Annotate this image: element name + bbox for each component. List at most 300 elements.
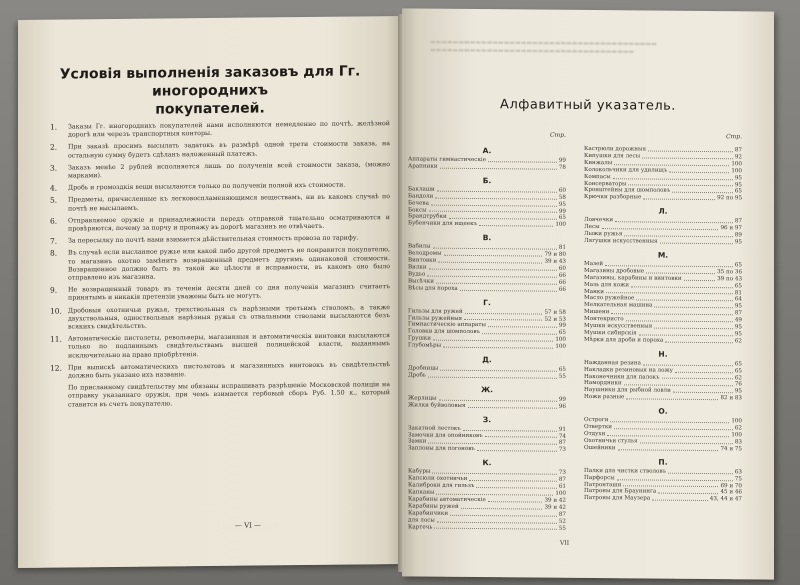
index-entry-pages: 65 (734, 262, 742, 269)
condition-item (50, 234, 390, 246)
conditions-title (18, 62, 402, 120)
index-entry-pages: 100 (731, 161, 742, 168)
index-entry-name: Капсюли охотничьи (408, 475, 468, 483)
index-entry-pages: 65 (734, 188, 742, 195)
index-entry-name: Мишени (584, 309, 610, 316)
dot-leader (614, 160, 729, 166)
index-entry-name: Карабины ружей (408, 503, 459, 510)
index-entry-name: Винтовки (408, 257, 437, 264)
index-entry-name: Вудьо (408, 271, 426, 278)
index-entry (408, 446, 566, 454)
index-column-right (584, 132, 742, 504)
dot-leader (436, 490, 553, 496)
index-entry (584, 238, 742, 246)
index-entry-pages: 45 и 46 (720, 489, 742, 496)
dot-leader (433, 336, 553, 342)
conditions-title-line1: Условія выполненія заказовъ для Гг. иногороднихъ (59, 63, 361, 100)
dot-leader (440, 366, 557, 372)
index-entry (408, 343, 566, 351)
left-page (18, 16, 402, 568)
dot-leader (450, 511, 557, 517)
dot-leader (444, 251, 543, 257)
index-entry-name: Патроны для Маузера (584, 495, 651, 502)
column-header: Стр. (725, 133, 742, 141)
index-entry-pages: 60 (558, 187, 566, 194)
dot-leader (675, 367, 733, 372)
index-entry-pages: 52 (558, 518, 566, 525)
condition-text: Автоматическіе пистолеты, револьверы, магазинныя и автоматическія винтовки высылаются только по подлиннымъ свидѣтельствамъ высшей полицейской власти, выданнымъ исключительно на право пріобрѣтенія. (68, 332, 390, 360)
index-entry-pages: 100 (555, 336, 566, 344)
index-entry-name: Масло ружейное (584, 295, 635, 302)
index-entry-name: Высѣчки (408, 278, 434, 285)
index-entry-name: Наконечники для палокъ (584, 373, 660, 381)
index-entry-name: Аппараты гимнастическіе (408, 156, 487, 164)
index-entry-name: Кипушки для лесы (584, 152, 641, 160)
condition-number: 1. (50, 122, 58, 132)
index-entry-name: Лыжи ружья (584, 231, 623, 238)
index-entry-pages: 39 по 43 (717, 275, 742, 283)
dot-leader (654, 303, 732, 309)
index-entry (584, 194, 742, 202)
dot-leader (488, 497, 543, 502)
conditions-note: По присланному свидѣтельству мы обязаны испрашивать разрѣшеніе Московской полиціи на отправку указаннаго оружія, при чемъ взимается гербовый сборъ Руб. 1.50 к., который ставится въ счетъ покупателю. (68, 381, 390, 409)
dot-leader (429, 207, 557, 213)
index-entry-name: Отвертки (584, 424, 613, 431)
index-entry-pages: 95 (734, 174, 742, 181)
index-entry-pages: 95 (734, 331, 742, 338)
index-entry (584, 445, 742, 453)
index-entry-name: Манки (584, 288, 605, 295)
dot-leader (669, 167, 729, 172)
dot-leader (443, 343, 553, 349)
index-entry-pages: 87 (734, 310, 742, 317)
index-entry-pages: 49 (734, 317, 742, 324)
condition-item (50, 141, 390, 161)
dot-leader (618, 445, 719, 451)
dot-leader (624, 381, 733, 387)
index-entry-pages: 74 и 75 (720, 445, 742, 453)
index-entry-name: Замочки для опойниковъ (408, 431, 483, 439)
index-entry-pages: 62 (734, 338, 742, 345)
index-entry-name: Компасы (584, 173, 611, 180)
index-entry-pages: 62 (734, 374, 742, 381)
index-letter: В. (482, 233, 492, 243)
index-entry-name: Дробь (408, 372, 426, 379)
index-entry-pages: 99 (558, 396, 566, 403)
index-section (584, 249, 742, 345)
index-entry-pages: 74 (558, 433, 566, 440)
index-entry-pages: 63 (734, 469, 742, 476)
index-entry-name: Жилки буйволовыя (408, 402, 466, 409)
dot-leader (485, 433, 557, 439)
index-letter: Н. (658, 349, 668, 359)
index-section (408, 232, 566, 294)
index-entry-pages: 99 (558, 208, 566, 215)
index-entry-name: Вилки (408, 264, 427, 271)
index-entry-pages: 52 и 53 (544, 316, 566, 323)
index-entry-pages: 83 (734, 439, 742, 446)
index-entry (408, 285, 566, 293)
index-entry-pages: 39 и 42 (544, 497, 566, 504)
index-entry-name: Мелкательная машина (584, 302, 653, 309)
dot-leader (643, 195, 715, 201)
index-entry-pages: 65 (734, 361, 742, 368)
dot-leader (482, 329, 557, 335)
index-entry-name: Мушки сибирскія (584, 329, 637, 337)
index-entry-name: Кабуры (408, 468, 431, 475)
dot-leader (440, 164, 557, 170)
index-entry-name: Боксы (408, 206, 427, 214)
dot-leader (431, 200, 557, 206)
dot-leader (437, 517, 557, 523)
dot-leader (639, 330, 733, 336)
dot-leader (433, 244, 557, 250)
dot-leader (646, 268, 715, 274)
index-entry-name: Мазь для кожи (584, 281, 629, 288)
dot-leader (672, 188, 733, 193)
index-letter: З. (482, 414, 492, 424)
index-entry-name: Консерваторы (584, 180, 627, 187)
index-entry-name: Арапники (408, 163, 438, 170)
index-entry-pages: 65 (734, 367, 742, 375)
right-page-number: VII (560, 539, 570, 547)
index-entry-name: Картечь (408, 523, 433, 531)
index-title: Алфавитный указатель. (500, 97, 676, 114)
index-entry-pages: 73 (558, 470, 566, 477)
dot-leader (613, 174, 733, 180)
index-section (584, 405, 742, 453)
dot-leader (610, 417, 729, 423)
index-entry-name: Гильзы для ружей (408, 308, 463, 315)
index-entry-name: Магазины дробовые (584, 267, 645, 275)
index-entry-pages: 65 (558, 215, 566, 222)
condition-text: Дробь и громоздкія вещи высылаются только по полученіи полной ихъ стоимости. (68, 181, 346, 192)
dot-leader (476, 483, 556, 489)
index-entry-pages: 100 (555, 343, 566, 350)
index-column-left (408, 130, 566, 532)
condition-text: Не возвращенный товаръ въ теченіи десяти дней со дня полученія магазинъ считаетъ принятымъ и никакія претензіи уважены быть не могутъ. (68, 283, 390, 302)
condition-item (50, 304, 390, 332)
dot-leader (460, 286, 557, 292)
dot-leader (673, 388, 733, 393)
index-letter: А. (482, 146, 492, 156)
index-entry-pages: 55 (558, 373, 566, 380)
condition-number: 2. (50, 143, 58, 153)
index-letter: Б. (482, 175, 492, 185)
index-entry-name: Бечева (408, 200, 429, 207)
condition-item (50, 283, 390, 303)
index-entry-pages: 79 и 80 (544, 251, 566, 258)
condition-number: 5. (50, 196, 58, 206)
index-section (408, 296, 566, 351)
index-entry-pages: 64 (734, 296, 742, 303)
dot-leader (648, 147, 733, 153)
index-entry-name: Жерлицы (408, 395, 437, 402)
index-entry-pages: 99 (558, 323, 566, 330)
dot-leader (428, 439, 556, 445)
index-entry (584, 495, 742, 503)
dot-leader (684, 276, 716, 281)
index-entry-pages: 65 (734, 282, 742, 289)
index-entry-name: Карабинчики (408, 510, 449, 517)
dot-leader (626, 316, 733, 322)
index-section (584, 456, 742, 504)
index-entry-pages: 66 (558, 272, 566, 279)
index-letter: Л. (658, 206, 668, 216)
conditions-title-line2: покупателей. (155, 100, 265, 118)
index-entry-pages: 91 (558, 426, 566, 433)
index-section (408, 413, 566, 454)
index-entry-name: Колокольчики для удилищъ (584, 166, 668, 174)
index-entry-name: Крючки разборные (584, 194, 642, 201)
condition-number: 10. (50, 306, 62, 316)
index-entry-name: Кастрюли дорожныя (584, 145, 647, 153)
dot-leader (488, 323, 557, 329)
condition-number: 8. (50, 249, 58, 259)
index-entry-pages: 75 (734, 475, 742, 482)
index-entry-pages: 92 по 95 (717, 195, 742, 202)
index-entry-pages: 61 (558, 483, 566, 490)
right-page (402, 8, 774, 579)
index-entry-pages: 95 (734, 388, 742, 395)
index-entry-name: Калиброки для гильзъ (408, 482, 475, 490)
index-entry-pages: 87 (558, 476, 566, 483)
column-header: Стр. (549, 131, 566, 139)
dot-leader (665, 338, 733, 343)
dot-leader (437, 186, 557, 192)
dot-leader (479, 221, 553, 227)
index-section (584, 348, 742, 403)
condition-number: 9. (50, 285, 58, 295)
index-entry-pages: 87 (734, 147, 742, 154)
index-entry-name: Гимнастическіе аппараты (408, 321, 486, 329)
index-section (584, 146, 742, 203)
index-entry-pages: 58 (558, 194, 566, 201)
index-entry-name: для лосы (408, 517, 435, 524)
condition-item (50, 161, 390, 181)
index-entry (584, 337, 742, 345)
index-entry-pages: 35 по 36 (717, 268, 742, 276)
index-entry-pages: 60 (558, 265, 566, 272)
condition-item (50, 361, 390, 381)
index-letter: Ж. (480, 384, 494, 395)
index-entry-pages: 87 (734, 218, 742, 225)
index-entry (408, 163, 566, 171)
index-entry-name: Заплоны для погоновъ (408, 445, 475, 453)
index-entry-pages: 65 (558, 330, 566, 337)
condition-number: 6. (50, 216, 58, 226)
index-entry-pages: 100 (731, 418, 742, 425)
dot-leader (626, 395, 718, 401)
index-entry-name: Кинжалы (584, 159, 613, 167)
condition-item (50, 247, 390, 283)
condition-text: Въ случаѣ если высланное ружье или какой либо другой предметъ не понравится покупателю, то магазинъ охотно замѣнитъ возвращенный предметъ другимъ одинаковой стоимости. Возвращенное должно быть въ такой же цѣлости и исправности, въ какомъ оно было отправлено изъ магазина. (68, 246, 390, 282)
index-entry-name: Велодромы (408, 250, 442, 257)
index-entry-pages: 76 (734, 381, 742, 388)
dot-leader (602, 224, 719, 230)
condition-item (50, 194, 390, 214)
index-entry-name: Ножи разные (584, 394, 625, 401)
index-entry-name: Гильзы ружейныя (408, 314, 463, 322)
dot-leader (463, 426, 557, 432)
index-entry-name: Лягушки искусственныя (584, 237, 658, 245)
index-entry-name: Капканы (408, 489, 435, 496)
dot-leader (469, 476, 557, 482)
index-section (408, 353, 566, 380)
index-entry-name: Отдухи (584, 430, 606, 438)
condition-number: 3. (50, 163, 58, 173)
index-entry-pages: 57 и 58 (544, 309, 566, 316)
index-entry-name: Магазины, карабины и винтовки (584, 274, 682, 282)
dot-leader (615, 217, 733, 223)
index-entry-pages: 100 (555, 490, 566, 497)
index-letter: М. (657, 250, 669, 260)
index-entry-pages: 66 (558, 286, 566, 293)
dot-leader (660, 239, 733, 245)
index-entry-pages: 95 (734, 303, 742, 310)
index-entry-name: Вабилы (408, 243, 431, 250)
index-entry-name: Замки (408, 438, 427, 446)
condition-item (50, 181, 390, 193)
index-entry-name: Ловчечки (584, 217, 614, 224)
dot-leader (624, 231, 733, 237)
dot-leader (606, 289, 733, 295)
condition-text: Дробовыя охотничьи ружья, трехствольныя съ нарѣзными третьимъ стволомъ, а также двухствольныя, одноствольныя нарѣзныя ружья съ отвальными стволами высылаются безъ всякихъ свидѣтельствъ. (68, 303, 390, 331)
index-entry-name: Патроны для Браунинга (584, 488, 657, 496)
index-section (584, 205, 742, 246)
index-entry (408, 372, 566, 380)
dot-leader (654, 324, 733, 330)
dot-leader (427, 271, 557, 277)
index-entry-name: Мушки искусственныя (584, 322, 653, 330)
index-entry-name: Наушники для рыбной ловли (584, 387, 671, 395)
index-entry-name: Бандоли (408, 193, 434, 200)
condition-number: 12. (50, 363, 62, 373)
index-entry-pages: 73 (558, 447, 566, 454)
dot-leader (614, 424, 733, 430)
index-entry-pages: 39 и 43 (544, 258, 566, 265)
dot-leader (477, 446, 557, 452)
dot-leader (668, 468, 733, 473)
dot-leader (464, 315, 542, 321)
index-entry-pages: 95 (734, 181, 742, 188)
index-entry-pages: 95 (734, 324, 742, 331)
index-entry-name: Лесы (584, 224, 600, 231)
dot-leader (429, 265, 557, 271)
index-letter: О. (658, 406, 668, 416)
conditions-list (50, 120, 390, 409)
dot-leader (605, 261, 733, 267)
dot-leader (432, 469, 557, 475)
condition-text: Заказы Гг. иногороднихъ покупателей нами исполняются немедленно по почтѣ, желѣзной дорогѣ или черезъ транспортныя конторы. (68, 120, 390, 139)
dot-leader (617, 475, 733, 481)
index-entry-pages: 66 (558, 279, 566, 286)
dot-leader (468, 403, 557, 409)
dot-leader (434, 524, 556, 530)
index-entry-name: Мѣрки для дроби и пороха (584, 336, 664, 344)
index-entry-name: Дробницы (408, 365, 439, 372)
index-letter: К. (482, 458, 492, 468)
dot-leader (435, 193, 557, 199)
index-entry-pages: 69 и 70 (720, 482, 742, 489)
index-entry-name: Монтекристо (584, 316, 624, 323)
condition-number: 11. (50, 334, 62, 344)
condition-text: За пересылку по почтѣ нами взимается дѣйствительная стоимость провоза по тарифу. (68, 234, 359, 245)
dot-leader (439, 396, 557, 402)
index-entry-pages: 82 и 83 (720, 395, 742, 402)
index-entry-pages: 87 (558, 440, 566, 447)
dot-leader (631, 282, 733, 288)
dot-leader (428, 373, 557, 379)
index-entry-pages: 100 (555, 222, 566, 229)
dot-leader (488, 157, 557, 163)
dot-leader (628, 181, 732, 187)
condition-text: При выпискѣ автоматическихъ пистолетовъ и магазинныхъ винтовокъ въ свидѣтельствѣ должно быть указано ихъ названіе. (68, 360, 390, 380)
dot-leader (449, 214, 557, 220)
index-entry-pages: 81 (558, 244, 566, 252)
index-entry-pages: 95 (558, 201, 566, 208)
index-entry-name: Патронташи (584, 481, 622, 488)
index-entry-pages: 92 (734, 154, 742, 161)
dot-leader (436, 278, 557, 284)
dot-leader (623, 482, 718, 488)
index-entry-name: Глубомѣры (408, 342, 442, 349)
condition-item (50, 120, 390, 140)
index-entry-name: Бубенчики для ищеекъ (408, 220, 478, 228)
index-entry-name: Закатной лестокъ (408, 425, 461, 432)
index-entry (408, 402, 566, 410)
index-entry-pages: 96 (558, 403, 566, 410)
index-entry-pages: 95 (734, 239, 742, 246)
dot-leader (643, 360, 733, 366)
index-entry-name: Парфорсы (584, 474, 615, 481)
index-entry-name: Охотничьи стулья (584, 437, 638, 445)
index-entry-name: Брандтрубки (408, 213, 447, 221)
index-entry (584, 394, 742, 402)
index-entry-name: Нажданная резина (584, 359, 641, 367)
condition-text: При заказѣ просимъ высылать задатокъ въ размѣрѣ одной трети стоимости заказа, на остальную сумму будетъ сдѣланъ наложенный платежъ. (68, 140, 390, 160)
index-entry (408, 221, 566, 229)
index-entry-pages: 96 и 97 (720, 225, 742, 232)
index-section (408, 144, 566, 171)
dot-leader (642, 153, 733, 159)
index-entry-name: Остроги (584, 417, 609, 424)
condition-text: Предметы, причисленные къ легковоспламеняющимся веществамъ, ни въ какомъ случаѣ по почтѣ не высылаемъ. (68, 193, 390, 213)
index-entry (408, 524, 566, 532)
index-entry-pages: 62 (734, 425, 742, 432)
dot-leader (640, 438, 733, 444)
condition-text: Заказъ менѣе 2 рублей исполняется лишь по полученіи всей стоимости заказа, (можно марками). (68, 160, 390, 180)
index-section (408, 457, 566, 533)
index-entry-pages: 81 (734, 289, 742, 296)
dot-leader (461, 504, 543, 510)
dot-leader (611, 309, 732, 315)
condition-number: 7. (50, 236, 58, 246)
index-section (408, 383, 566, 410)
bleed-through-text: ▬▬▬▬▬▬▬▬▬▬▬▬▬▬▬▬▬▬▬▬▬▬▬▬▬▬▬▬▬▬▬▬▬▬▬▬▬▬▬▬ ▬▬▬▬▬▬▬▬▬▬▬▬▬▬▬▬▬▬▬▬▬▬▬▬▬▬▬▬▬▬▬▬▬▬▬▬ (430, 38, 657, 56)
index-entry-pages: 100 (731, 167, 742, 175)
index-entry-name: Ошейники (584, 444, 616, 452)
dot-leader (607, 431, 729, 437)
index-entry-pages: 78 (558, 164, 566, 171)
dot-leader (658, 489, 718, 494)
dot-leader (636, 296, 733, 302)
index-letter: Д. (482, 355, 492, 365)
index-section (408, 174, 566, 229)
index-letter: П. (658, 457, 668, 467)
index-entry-pages: 87 (558, 511, 566, 518)
index-entry-pages: 43, 44 и 47 (709, 496, 742, 503)
